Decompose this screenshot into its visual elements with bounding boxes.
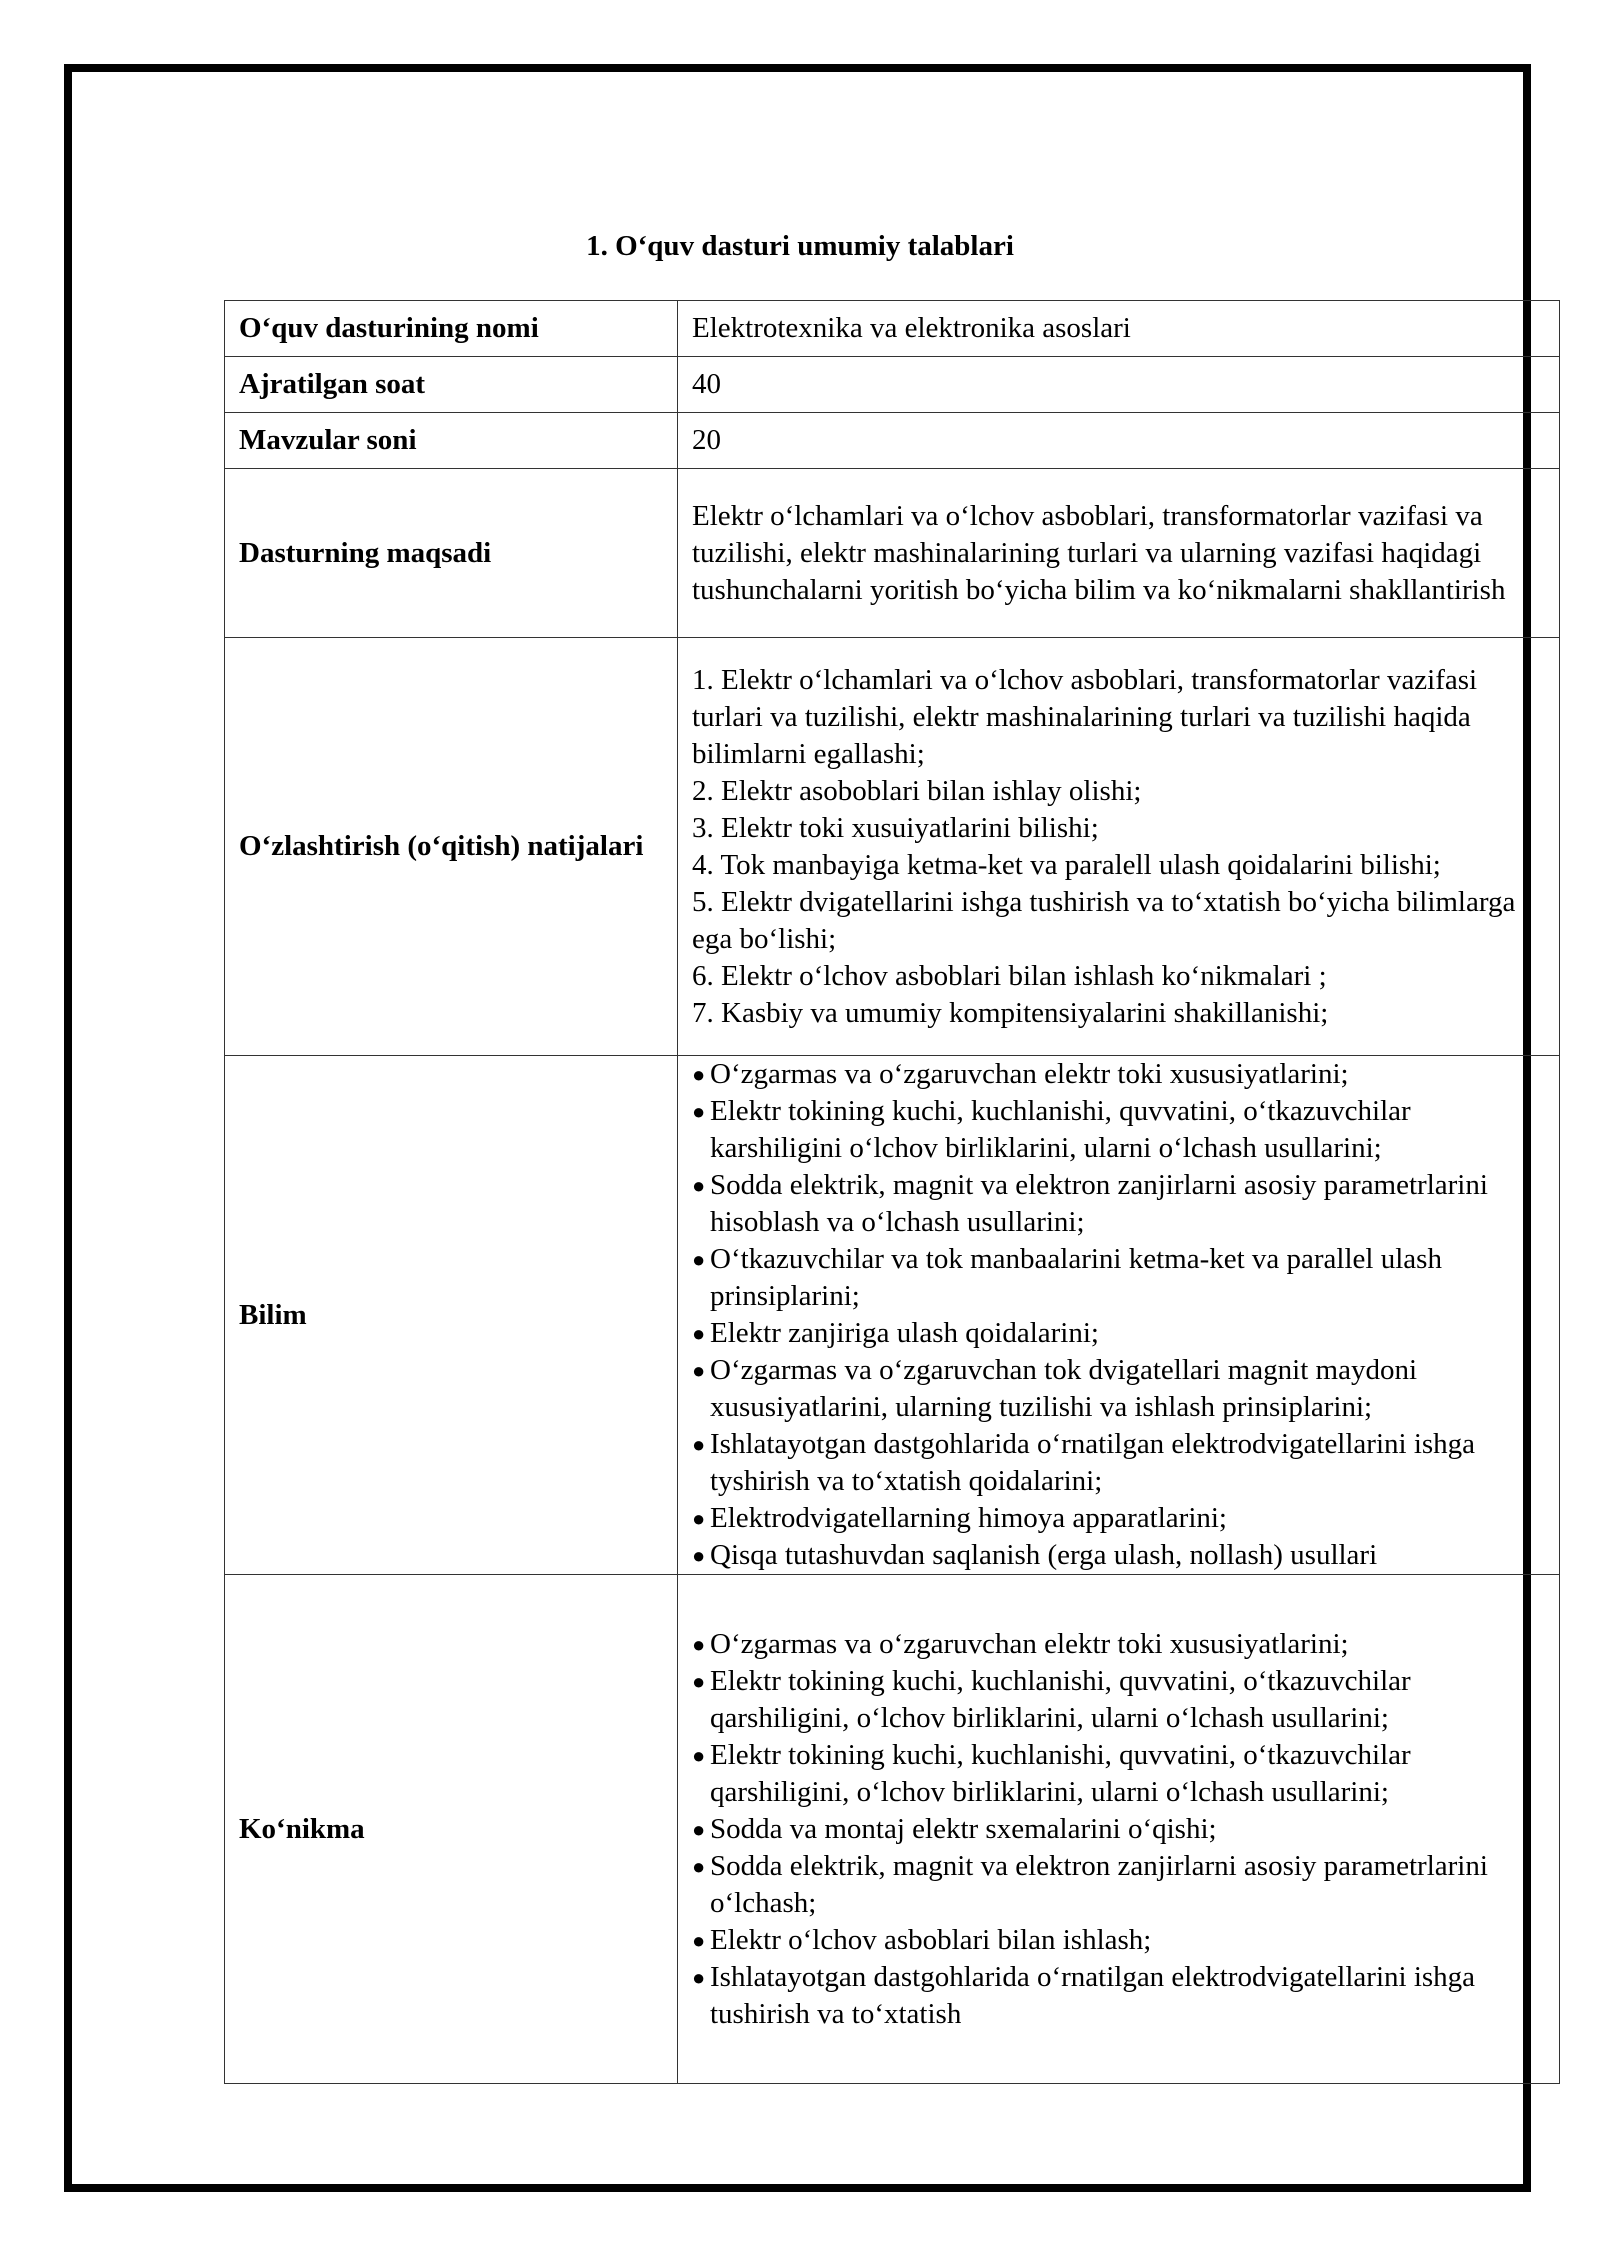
bullet-icon: ● bbox=[692, 1816, 706, 1842]
bullet-icon: ● bbox=[692, 1927, 706, 1953]
list-item: ● Sodda va montaj elektr sxemalarini o‘qishi; bbox=[710, 1811, 1545, 1848]
list-item: ● Qisqa tutashuvdan saqlanish (erga ulash, nollash) usullari bbox=[710, 1537, 1545, 1574]
list-item: ● Elektr tokining kuchi, kuchlanishi, quvvatini, o‘tkazuvchilar qarshiligini, o‘lchov birliklarini, ularni o‘lchash usullarini; bbox=[692, 1664, 1411, 1734]
table-row-hours bbox=[225, 357, 1560, 413]
row-label: Mavzular soni bbox=[225, 413, 678, 469]
row-value bbox=[678, 638, 1560, 1056]
list-item: 1. Elektr o‘lchamlari va o‘lchov asboblari, transformatorlar vazifasi turlari va tuzilishi, elektr mashinalarining turlari va tuzilishi haqida bilimlarni egallashi; bbox=[692, 662, 1545, 773]
bullet-icon: ● bbox=[692, 1631, 706, 1657]
bullet-icon: ● bbox=[692, 1853, 706, 1879]
skill-list bbox=[692, 1626, 1545, 2033]
bullet-icon: ● bbox=[692, 1062, 706, 1087]
table-row-skill bbox=[225, 1575, 1560, 2084]
list-item: ● O‘tkazuvchilar va tok manbaalarini ketma-ket va parallel ulash prinsiplarini; bbox=[692, 1243, 1442, 1312]
list-item: ● Elektr tokining kuchi, kuchlanishi, quvvatini, o‘tkazuvchilar karshiligini o‘lchov birliklarini, ularni o‘lchash usullarini; bbox=[692, 1095, 1411, 1164]
list-item: 5. Elektr dvigatellarini ishga tushirish va to‘xtatish bo‘yicha bilimlarga ega bo‘lishi; bbox=[692, 884, 1545, 958]
document-title: 1. O‘quv dasturi umumiy talablari bbox=[586, 230, 1014, 262]
list-item: ● Sodda elektrik, magnit va elektron zanjirlarni asosiy parametrlarini o‘lchash; bbox=[692, 1849, 1488, 1919]
list-item: ● Sodda elektrik, magnit va elektron zanjirlarni asosiy parametrlarini hisoblash va o‘lchash usullarini; bbox=[692, 1169, 1488, 1238]
list-item: 2. Elektr asoboblari bilan ishlay olishi; bbox=[692, 773, 1545, 810]
table-row-topics bbox=[225, 413, 1560, 469]
list-item: ● Elektr zanjiriga ulash qoidalarini; bbox=[710, 1315, 1545, 1352]
row-value: 20 bbox=[678, 413, 1560, 469]
bullet-icon: ● bbox=[692, 1173, 706, 1198]
bullet-icon: ● bbox=[692, 1668, 706, 1694]
list-item: ● Ishlatayotgan dastgohlarida o‘rnatilgan elektrodvigatellarini ishga tyshirish va to‘xtatish qoidalarini; bbox=[692, 1428, 1476, 1497]
list-item: ● O‘zgarmas va o‘zgaruvchan elektr toki xususiyatlarini; bbox=[710, 1056, 1545, 1093]
row-label: Ajratilgan soat bbox=[225, 357, 678, 413]
bullet-icon: ● bbox=[692, 1506, 706, 1531]
list-item: ● Elektr tokining kuchi, kuchlanishi, quvvatini, o‘tkazuvchilar qarshiligini, o‘lchov birliklarini, ularni o‘lchash usullarini; bbox=[692, 1738, 1411, 1808]
bullet-icon: ● bbox=[692, 1543, 706, 1568]
list-item: 6. Elektr o‘lchov asboblari bilan ishlash ko‘nikmalari ; bbox=[692, 958, 1545, 995]
row-label: Dasturning maqsadi bbox=[225, 469, 678, 638]
row-value bbox=[678, 1056, 1560, 1575]
row-label: Ko‘nikma bbox=[225, 1575, 678, 2084]
knowledge-list bbox=[692, 1056, 1545, 1574]
row-label: Bilim bbox=[225, 1056, 678, 1575]
row-value bbox=[678, 1575, 1560, 2084]
list-item: ● Elektr o‘lchov asboblari bilan ishlash; bbox=[710, 1922, 1545, 1959]
table-row-goal bbox=[225, 469, 1560, 638]
bullet-icon: ● bbox=[692, 1742, 706, 1768]
list-item: ● O‘zgarmas va o‘zgaruvchan elektr toki xususiyatlarini; bbox=[710, 1626, 1545, 1663]
list-item: 3. Elektr toki xusuiyatlarini bilishi; bbox=[692, 810, 1545, 847]
row-label: O‘zlashtirish (o‘qitish) natijalari bbox=[225, 638, 678, 1056]
table-row-program-name bbox=[225, 301, 1560, 357]
bullet-icon: ● bbox=[692, 1964, 706, 1990]
requirements-table bbox=[224, 300, 1560, 2084]
row-value: 40 bbox=[678, 357, 1560, 413]
list-item: 7. Kasbiy va umumiy kompitensiyalarini shakillanishi; bbox=[692, 995, 1545, 1032]
table-row-knowledge bbox=[225, 1056, 1560, 1575]
table-row-results bbox=[225, 638, 1560, 1056]
list-item: ● Ishlatayotgan dastgohlarida o‘rnatilgan elektrodvigatellarini ishga tushirish va to‘xtatish bbox=[692, 1960, 1476, 2030]
row-value: Elektrotexnika va elektronika asoslari bbox=[678, 301, 1560, 357]
bullet-icon: ● bbox=[692, 1358, 706, 1383]
row-label: O‘quv dasturining nomi bbox=[225, 301, 678, 357]
bullet-icon: ● bbox=[692, 1247, 706, 1272]
bullet-icon: ● bbox=[692, 1099, 706, 1124]
list-item: ● Elektrodvigatellarning himoya apparatlarini; bbox=[710, 1500, 1545, 1537]
bullet-icon: ● bbox=[692, 1432, 706, 1457]
results-list bbox=[692, 662, 1545, 1032]
bullet-icon: ● bbox=[692, 1321, 706, 1346]
list-item: ● O‘zgarmas va o‘zgaruvchan tok dvigatellari magnit maydoni xususiyatlarini, ularning tuzilishi va ishlash prinsiplarini; bbox=[692, 1354, 1418, 1423]
list-item: 4. Tok manbayiga ketma-ket va paralell ulash qoidalarini bilishi; bbox=[692, 847, 1545, 884]
row-value: Elektr o‘lchamlari va o‘lchov asboblari, transformatorlar vazifasi va tuzilishi, elektr mashinalarining turlari va ularning vazifasi haqidagi tushunchalarni yoritish bo‘yicha bilim va ko‘nikmalarni shakllantirish bbox=[678, 469, 1560, 638]
